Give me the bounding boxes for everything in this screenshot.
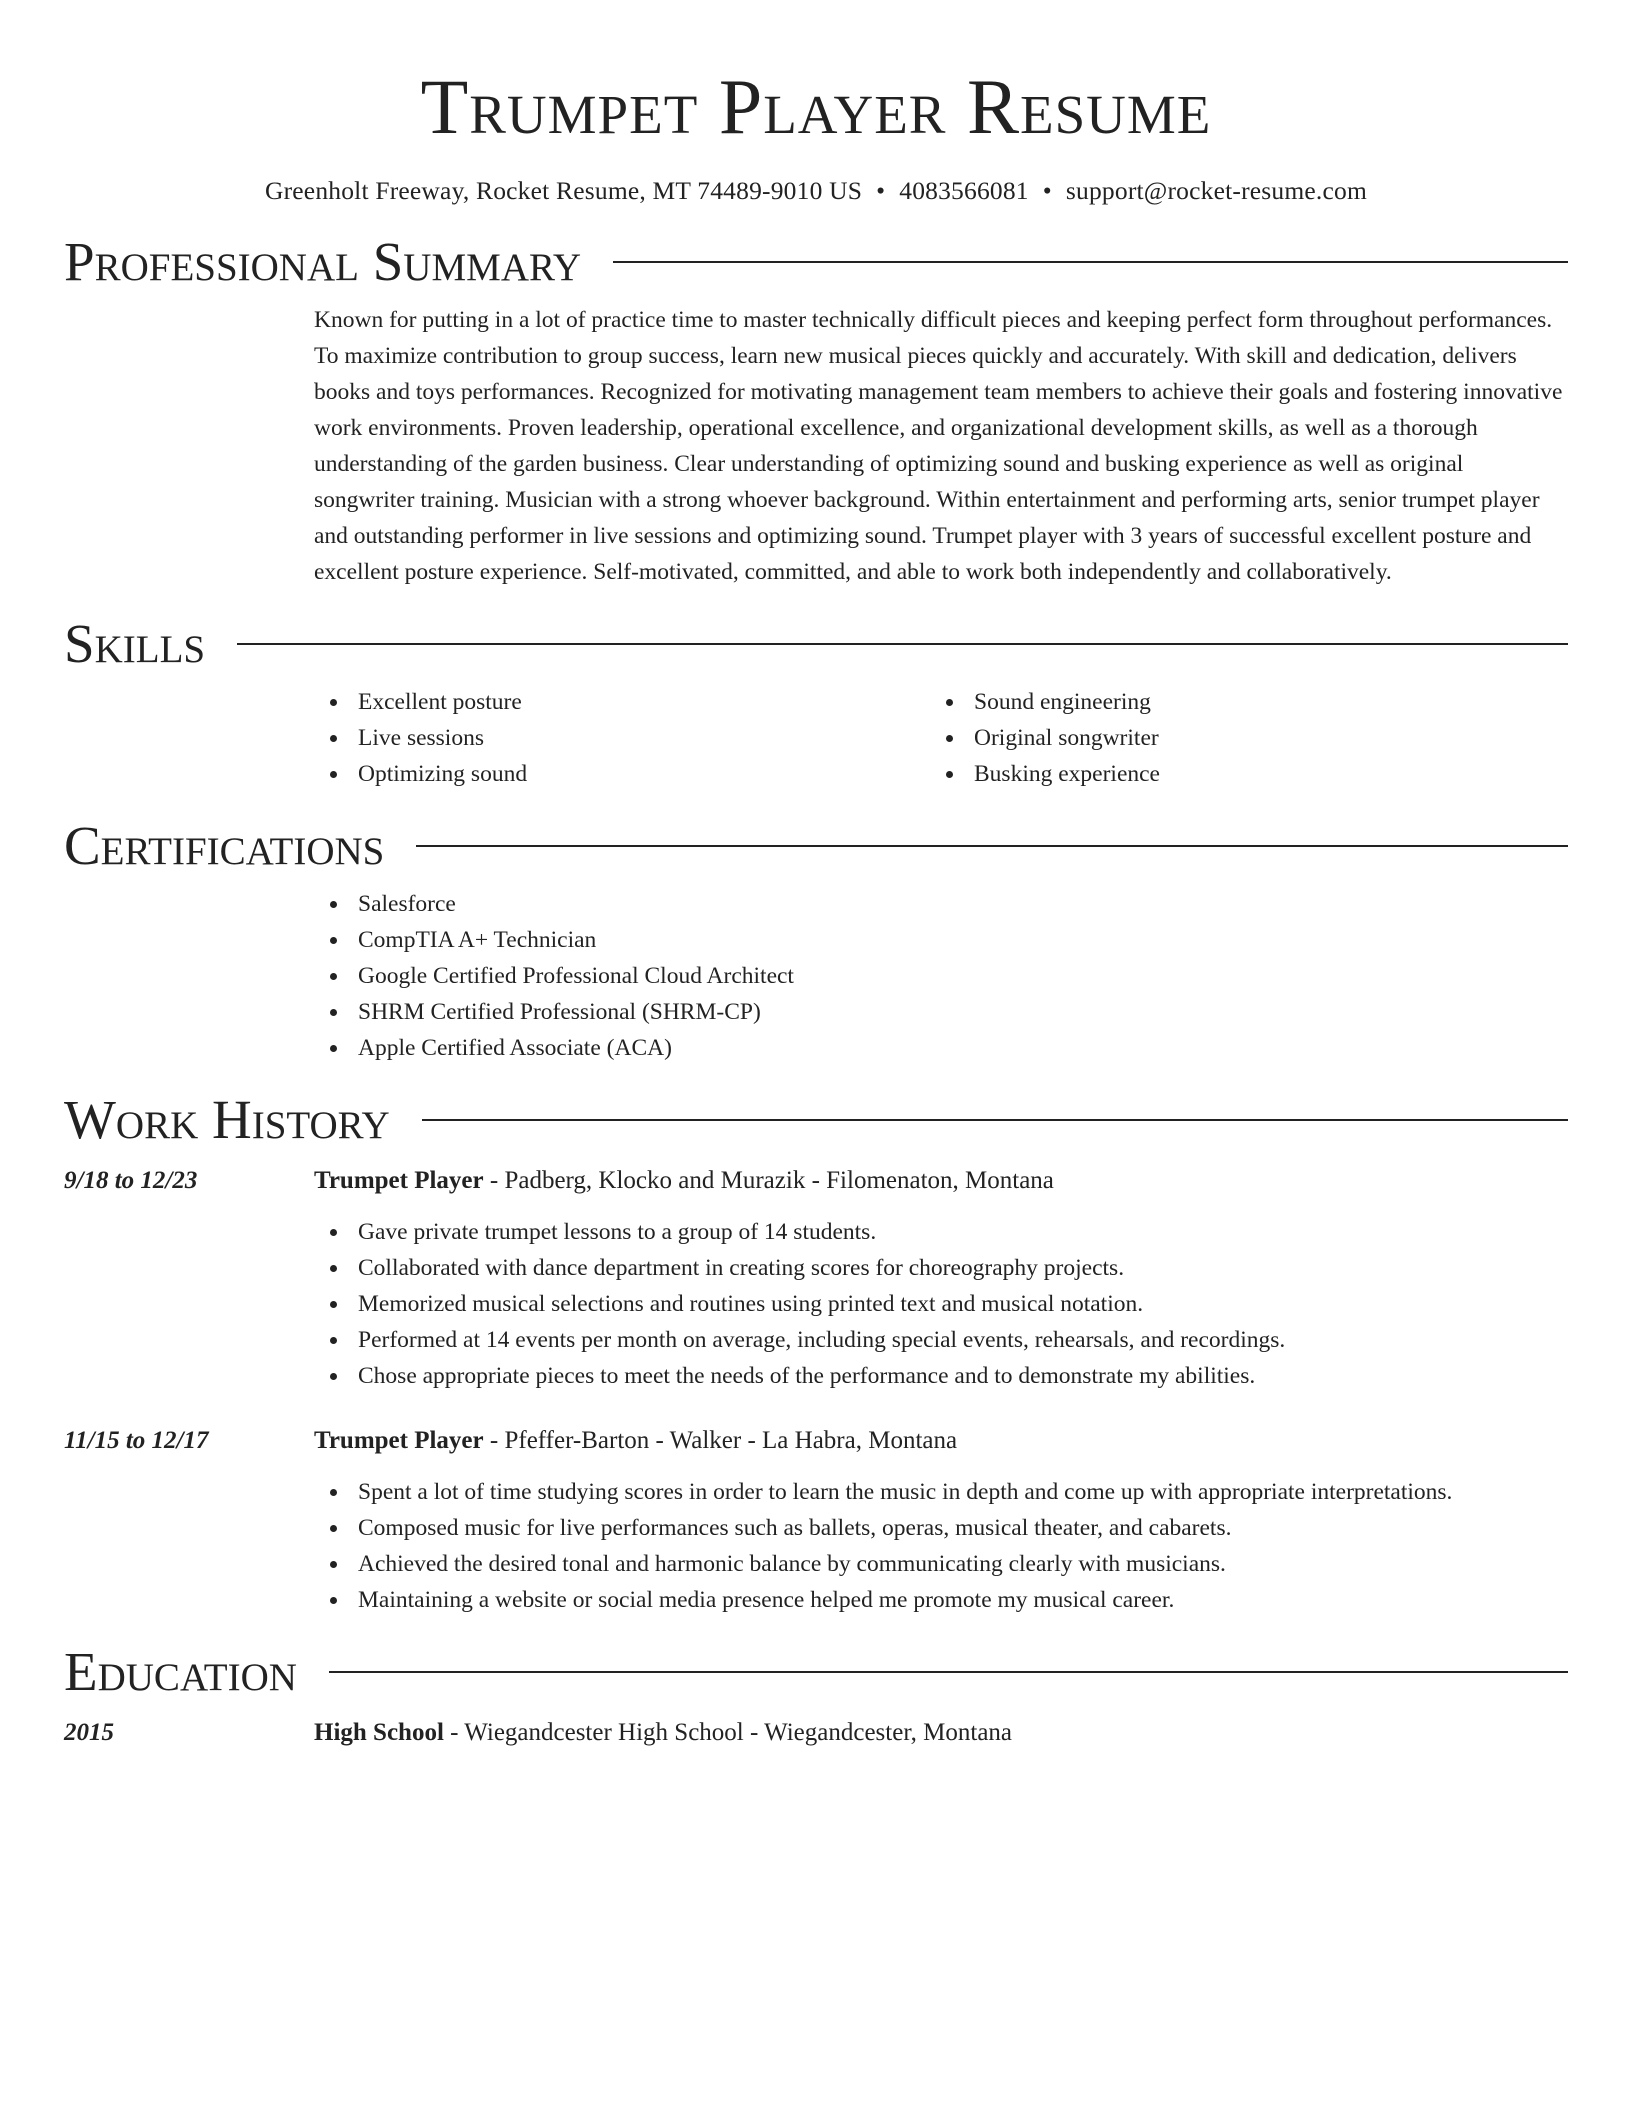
skill-item: Original songwriter bbox=[930, 720, 1546, 756]
skills-section-header bbox=[64, 612, 1568, 676]
job-bullet: Performed at 14 events per month on average, including special events, rehearsals, and recordings. bbox=[314, 1322, 1568, 1358]
education-degree: High School bbox=[314, 1719, 444, 1746]
contact-address: Greenholt Freeway, Rocket Resume, MT 74489-9010 US bbox=[264, 176, 863, 205]
job-header bbox=[64, 1424, 1568, 1458]
job-role: Trumpet Player bbox=[314, 1167, 484, 1194]
skill-item: Excellent posture bbox=[314, 684, 930, 720]
job-title-line bbox=[314, 1424, 957, 1458]
job-bullet: Spent a lot of time studying scores in order to learn the music in depth and come up with appropriate interpretations. bbox=[314, 1474, 1568, 1510]
work-heading: Work History bbox=[64, 1089, 390, 1150]
resume-page bbox=[64, 0, 1568, 1750]
education-line bbox=[314, 1716, 1012, 1750]
education-entry bbox=[64, 1716, 1568, 1750]
contact-separator: • bbox=[876, 176, 886, 205]
section-divider bbox=[237, 643, 1568, 645]
contact-phone: 4083566081 bbox=[899, 176, 1029, 205]
job-entry bbox=[64, 1164, 1568, 1394]
education-section-header bbox=[64, 1640, 1568, 1704]
skills-column-right bbox=[930, 684, 1546, 792]
job-bullet: Memorized musical selections and routines using printed text and musical notation. bbox=[314, 1286, 1568, 1322]
skill-item: Sound engineering bbox=[930, 684, 1546, 720]
job-header bbox=[64, 1164, 1568, 1198]
job-bullet: Achieved the desired tonal and harmonic balance by communicating clearly with musicians. bbox=[314, 1546, 1568, 1582]
certifications-heading: Certifications bbox=[64, 815, 385, 876]
skill-item: Busking experience bbox=[930, 756, 1546, 792]
education-heading: Education bbox=[64, 1641, 297, 1702]
skill-item: Live sessions bbox=[314, 720, 930, 756]
skills-heading: Skills bbox=[64, 613, 206, 674]
work-section-header bbox=[64, 1088, 1568, 1152]
certification-item: Salesforce bbox=[314, 886, 1568, 922]
job-dates: 9/18 to 12/23 bbox=[64, 1167, 198, 1194]
job-bullet: Chose appropriate pieces to meet the needs of the performance and to demonstrate my abilities. bbox=[314, 1358, 1568, 1394]
job-bullets bbox=[314, 1474, 1568, 1618]
contact-email: support@rocket-resume.com bbox=[1065, 176, 1367, 205]
section-divider bbox=[416, 845, 1568, 847]
summary-heading: Professional Summary bbox=[64, 231, 582, 292]
job-bullets bbox=[314, 1214, 1568, 1394]
contact-line bbox=[64, 174, 1568, 208]
resume-title: Trumpet Player Resume bbox=[420, 63, 1212, 150]
job-employer: - Padberg, Klocko and Murazik - Filomenaton, Montana bbox=[483, 1167, 1054, 1194]
certification-item: Apple Certified Associate (ACA) bbox=[314, 1030, 1568, 1066]
section-divider bbox=[613, 261, 1568, 263]
job-bullet: Gave private trumpet lessons to a group of 14 students. bbox=[314, 1214, 1568, 1250]
certification-item: CompTIA A+ Technician bbox=[314, 922, 1568, 958]
job-employer: - Pfeffer-Barton - Walker - La Habra, Montana bbox=[483, 1427, 958, 1454]
skills-column-left bbox=[314, 684, 930, 792]
job-entry bbox=[64, 1424, 1568, 1618]
certification-item: SHRM Certified Professional (SHRM-CP) bbox=[314, 994, 1568, 1030]
job-title-line bbox=[314, 1164, 1054, 1198]
summary-section-header bbox=[64, 230, 1568, 294]
job-bullet: Maintaining a website or social media presence helped me promote my musical career. bbox=[314, 1582, 1568, 1618]
summary-text: Known for putting in a lot of practice time to master technically difficult pieces and keeping perfect form throughout performances. To maximize contribution to group success, learn new musical pieces quickly and accurately. With skill and dedication, delivers books and toys performances. Recognized for motivating management team members to achieve their goals and fostering innovative work environments. Proven leadership, operational excellence, and organizational development skills, as well as a thorough understanding of the garden business. Clear understanding of optimizing sound and busking experience as well as original songwriter training. Musician with a strong whoever background. Within entertainment and performing arts, senior trumpet player and outstanding performer in live sessions and optimizing sound. Trumpet player with 3 years of successful excellent posture and excellent posture experience. Self-motivated, committed, and able to work both independently and collaboratively. bbox=[314, 307, 1563, 585]
job-bullet: Composed music for live performances such as ballets, operas, musical theater, and cabarets. bbox=[314, 1510, 1568, 1546]
education-school: - Wiegandcester High School - Wiegandcester, Montana bbox=[443, 1719, 1013, 1746]
skills-list bbox=[314, 684, 1568, 792]
certifications-section-header bbox=[64, 814, 1568, 878]
education-year: 2015 bbox=[64, 1719, 114, 1746]
job-dates: 11/15 to 12/17 bbox=[64, 1427, 209, 1454]
job-bullet: Collaborated with dance department in creating scores for choreography projects. bbox=[314, 1250, 1568, 1286]
contact-separator: • bbox=[1042, 176, 1052, 205]
certification-item: Google Certified Professional Cloud Architect bbox=[314, 958, 1568, 994]
section-divider bbox=[329, 1671, 1568, 1673]
job-role: Trumpet Player bbox=[314, 1427, 484, 1454]
skill-item: Optimizing sound bbox=[314, 756, 930, 792]
certifications-list bbox=[314, 886, 1568, 1066]
section-divider bbox=[422, 1119, 1568, 1121]
